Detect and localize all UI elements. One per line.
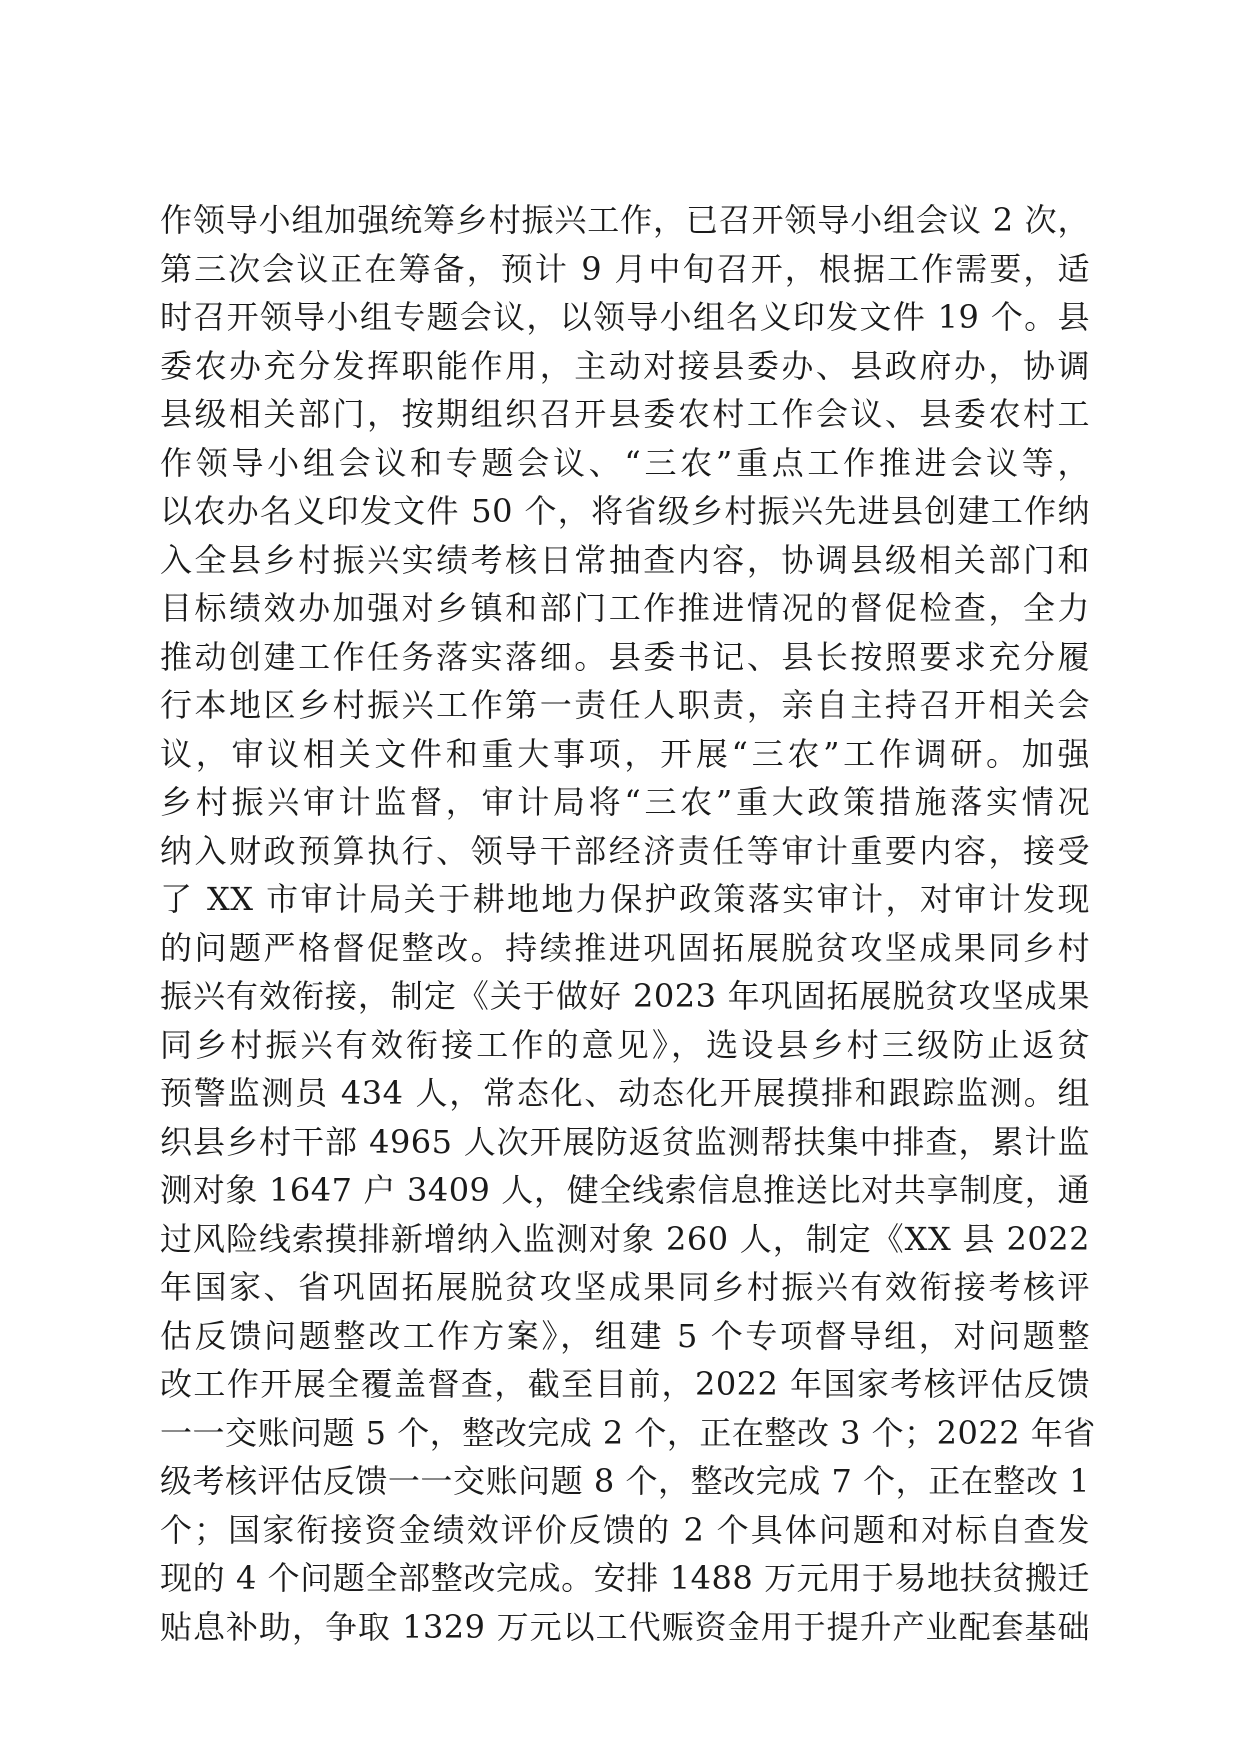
text-line: 县级相关部门，按期组织召开县委农村工作会议、县委农村工	[160, 395, 1090, 433]
text-line: 贴息补助，争取 1329 万元以工代赈资金用于提升产业配套基础	[160, 1607, 1090, 1646]
text-line: 年国家、省巩固拓展脱贫攻坚成果同乡村振兴有效衔接考核评	[160, 1268, 1090, 1306]
text-line: 纳入财政预算执行、领导干部经济责任等审计重要内容，接受	[160, 831, 1090, 870]
text-line: 了 XX 市审计局关于耕地地力保护政策落实审计，对审计发现	[160, 880, 1090, 918]
text-line: 估反馈问题整改工作方案》，组建 5 个专项督导组，对问题整	[160, 1316, 1090, 1355]
text-line: 作领导小组会议和专题会议、“三农”重点工作推进会议等，	[160, 443, 1090, 482]
text-line: 测对象 1647 户 3409 人，健全线索信息推送比对共享制度，通	[160, 1171, 1090, 1209]
text-line: 时召开领导小组专题会议，以领导小组名义印发文件 19 个。县	[160, 298, 1090, 336]
text-line: 推动创建工作任务落实落细。县委书记、县长按照要求充分履	[160, 637, 1090, 676]
text-line: 振兴有效衔接，制定《关于做好 2023 年巩固拓展脱贫攻坚成果	[160, 977, 1090, 1015]
text-line: 作领导小组加强统筹乡村振兴工作，已召开领导小组会议 2 次，	[160, 201, 1090, 239]
text-line: 改工作开展全覆盖督查，截至目前，2022 年国家考核评估反馈	[160, 1365, 1090, 1403]
text-line: 现的 4 个问题全部整改完成。安排 1488 万元用于易地扶贫搬迁	[160, 1559, 1090, 1597]
text-line: 级考核评估反馈一一交账问题 8 个，整改完成 7 个，正在整改 1	[160, 1462, 1090, 1500]
text-line: 目标绩效办加强对乡镇和部门工作推进情况的督促检查，全力	[160, 589, 1090, 627]
body-paragraph	[160, 196, 1096, 1651]
text-line: 一一交账问题 5 个，整改完成 2 个，正在整改 3 个；2022 年省	[160, 1413, 1096, 1452]
text-line: 以农办名义印发文件 50 个，将省级乡村振兴先进县创建工作纳	[160, 492, 1090, 530]
text-line: 个；国家衔接资金绩效评价反馈的 2 个具体问题和对标自查发	[160, 1510, 1090, 1549]
text-line: 第三次会议正在筹备，预计 9 月中旬召开，根据工作需要，适	[160, 249, 1090, 288]
text-line: 织县乡村干部 4965 人次开展防返贫监测帮扶集中排查，累计监	[160, 1122, 1090, 1161]
text-line: 行本地区乡村振兴工作第一责任人职责，亲自主持召开相关会	[160, 686, 1090, 724]
text-line: 预警监测员 434 人，常态化、动态化开展摸排和跟踪监测。组	[160, 1074, 1090, 1112]
text-line: 同乡村振兴有效衔接工作的意见》，选设县乡村三级防止返贫	[160, 1025, 1090, 1064]
text-line: 的问题严格督促整改。持续推进巩固拓展脱贫攻坚成果同乡村	[160, 928, 1090, 967]
text-line: 乡村振兴审计监督，审计局将“三农”重大政策措施落实情况	[160, 783, 1090, 821]
text-line: 议，审议相关文件和重大事项，开展“三农”工作调研。加强	[160, 734, 1090, 773]
text-line: 委农办充分发挥职能作用，主动对接县委办、县政府办，协调	[160, 346, 1090, 385]
text-line: 入全县乡村振兴实绩考核日常抽查内容，协调县级相关部门和	[160, 540, 1090, 579]
text-line: 过风险线索摸排新增纳入监测对象 260 人，制定《XX 县 2022	[160, 1219, 1090, 1258]
